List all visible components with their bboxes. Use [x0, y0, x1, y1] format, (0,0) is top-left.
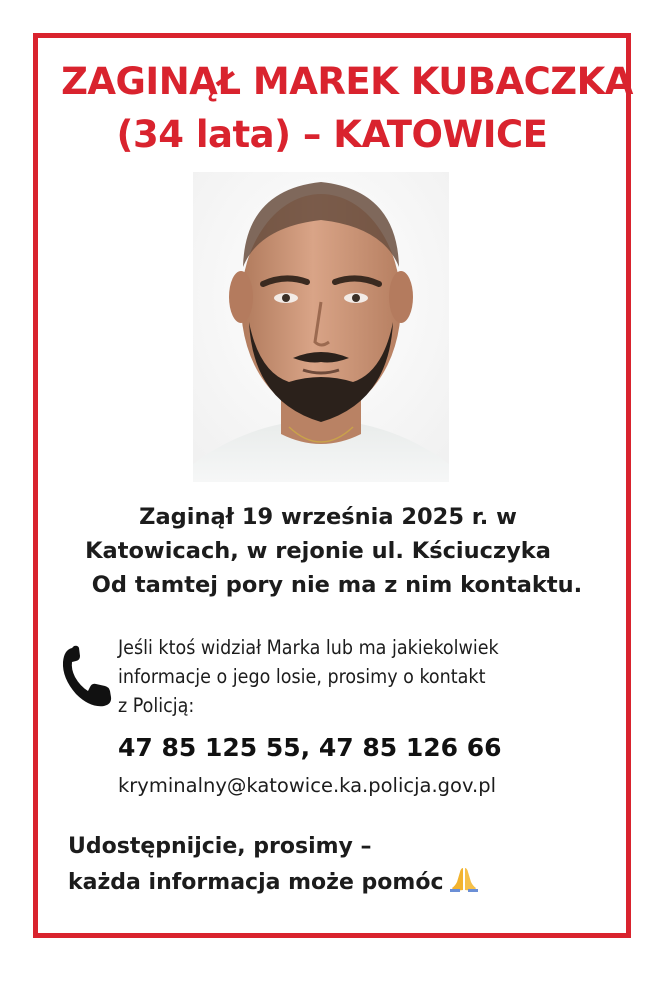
poster-subtitle — [0, 113, 664, 156]
share-appeal — [68, 829, 478, 901]
phone-icon — [60, 644, 114, 710]
person-portrait — [193, 172, 449, 482]
share-line-1: Udostępnijcie, prosimy – — [68, 834, 372, 859]
police-email[interactable]: kryminalny@katowice.ka.policja.gov.pl — [118, 774, 497, 797]
details-line-2: Katowicach, w rejonie ul. Kściuczyka — [85, 538, 551, 564]
praying-hands-icon — [450, 866, 478, 892]
missing-person-photo — [193, 172, 449, 482]
poster-border — [33, 33, 631, 938]
disappearance-details — [0, 500, 664, 602]
details-line-3: Od tamtej pory nie ma z nim kontaktu. — [91, 572, 583, 598]
poster-title: ZAGINĄŁ MAREK KUBACZKA — [61, 60, 633, 103]
details-line-1: Zaginął 19 września 2025 r. w — [139, 504, 517, 530]
contact-line-1: Jeśli ktoś widział Marka lub ma jakiekolwiek — [118, 636, 499, 659]
police-phone-numbers[interactable]: 47 85 125 55, 47 85 126 66 — [118, 733, 502, 762]
contact-appeal — [118, 633, 628, 720]
contact-line-3: z Policją: — [118, 694, 195, 717]
share-line-2: każda informacja może pomóc — [68, 870, 444, 895]
poster-subtitle-text: (34 lata) – KATOWICE — [116, 113, 548, 156]
share-line-2-wrap — [68, 865, 478, 901]
contact-line-2: informacje o jego losie, prosimy o kontakt — [118, 665, 486, 688]
